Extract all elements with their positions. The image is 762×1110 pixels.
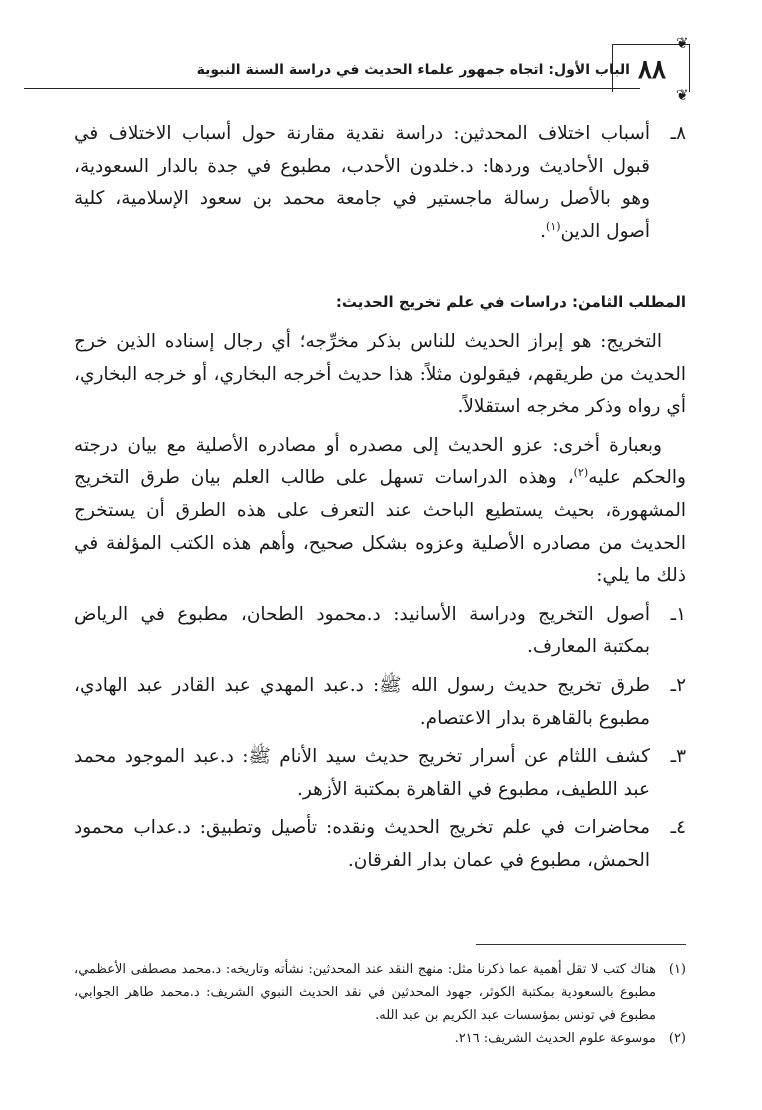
list-item [74, 741, 686, 806]
footnote-ref: (٢) [573, 466, 589, 480]
header-rule [24, 88, 640, 89]
footnote-separator [476, 944, 686, 945]
list-item-text: أصول التخريج ودراسة الأسانيد: د.محمود الطحان، مطبوع في الرياض بمكتبة المعارف. [74, 603, 650, 658]
list-item-text: أسباب اختلاف المحدثين: دراسة نقدية مقارنة حول أسباب الاختلاف في قبول الأحاديث وردها: د.خلدون الأحدب، مطبوع في جدة بالدار السعودية، وهو بالأصل رسالة ماجستير في جامعة محمد بن سعود الإسلامية، كلية أصول الدين [74, 123, 650, 242]
footnote-text: هناك كتب لا تقل أهمية عما ذكرنا مثل: منهج النقد عند المحدثين: نشأته وتاريخه: د.محمد مصطفى الأعظمي، مطبوع بالسعودية بمكتبة الكوثر، جهود المحدثين في نقد الحديث النبوي الشريف: د.محمد طاهر الجوابي، مطبوع في تونس بمؤسسات عبد الكريم بن عبد الله. [74, 962, 656, 1023]
footnotes [74, 958, 686, 1050]
list-item [74, 599, 686, 664]
section-heading: المطلب الثامن: دراسات في علم تخريج الحديث: [335, 293, 686, 311]
list-item-8 [74, 118, 686, 248]
list-number: ٣ـ [670, 746, 686, 768]
ornament-top-icon: ❦ [676, 34, 689, 52]
list-item-text: طرق تخريج حديث رسول الله ﷺ: د.عبد المهدي عبد القادر عبد الهادي، مطبوع بالقاهرة بدار الاعتصام. [74, 674, 650, 729]
footnote-number: (٢) [668, 1031, 686, 1046]
footnote [74, 1027, 686, 1050]
list-number: ٢ـ [670, 674, 686, 696]
page-number: ٨٨ [638, 55, 666, 85]
footnote-number: (١) [668, 962, 686, 977]
list-item [74, 812, 686, 877]
paragraph-part: وبعبارة أخرى: عزو الحديث إلى مصدره أو مصادره الأصلية مع بيان درجته والحكم عليه [74, 434, 686, 489]
footnote [74, 958, 686, 1027]
list-number: ١ـ [670, 603, 686, 625]
list-item-end: . [540, 220, 547, 242]
list-item-text: كشف اللثام عن أسرار تخريج حديث سيد الأنام ﷺ: د.عبد الموجود محمد عبد اللطيف، مطبوع في القاهرة بمكتبة الأزهر. [74, 746, 650, 800]
list-number: ٨ـ [670, 123, 686, 144]
footnote-text: موسوعة علوم الحديث الشريف: ٢١٦. [454, 1031, 656, 1046]
paragraph-definition: التخريج: هو إبراز الحديث للناس بذكر مخرِّجه؛ أي رجال إسناده الذين خرج الحديث من طريقهم، فيقولون مثلاً: هذا حديث أخرجه البخاري، أو خرجه البخاري، أي رواه وذكر مخرجه استقلالاً. [74, 331, 686, 418]
paragraph-part: ، وهذه الدراسات تسهل على طالب العلم بيان طرق التخريج المشهورة، بحيث يستطيع الباحث عند التعرف على هذه الطرق أن يستخرج الحديث من مصادره الأصلية وعزوه بشكل صحيح، وأهم هذه الكتب المؤلفة في ذلك ما يلي: [74, 467, 686, 587]
paragraph-alternative [74, 430, 686, 593]
running-header-title: الباب الأول: اتجاه جمهور علماء الحديث في دراسة السنة النبوية [196, 62, 630, 78]
section [74, 290, 686, 314]
footnote-ref: (١) [546, 219, 561, 233]
ornament-bottom-icon: ❦ [676, 86, 689, 104]
main-text [74, 118, 686, 248]
list-item [74, 670, 686, 735]
book-list [74, 599, 686, 878]
section-body [74, 326, 686, 878]
list-number: ٤ـ [670, 817, 686, 839]
list-item-text: محاضرات في علم تخريج الحديث ونقده: تأصيل وتطبيق: د.عداب محمود الحمش، مطبوع في عمان بدار الفرقان. [74, 817, 650, 871]
